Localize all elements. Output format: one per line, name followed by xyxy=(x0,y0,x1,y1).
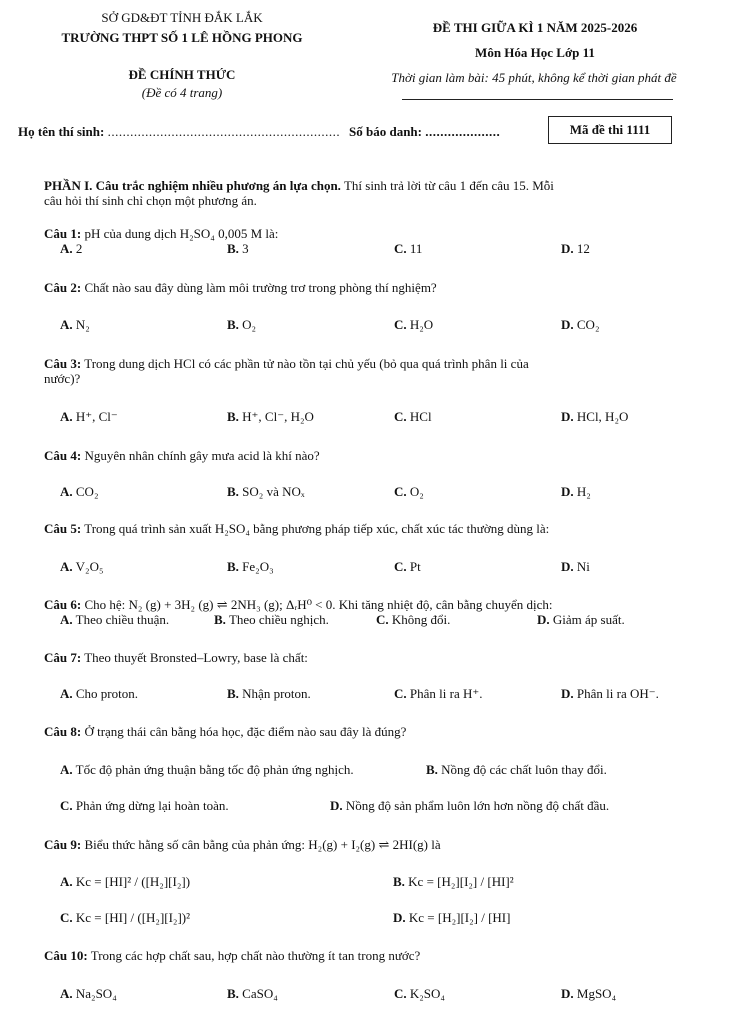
option-letter: C. xyxy=(394,686,407,701)
option-a[interactable] xyxy=(60,612,169,628)
option-letter: A. xyxy=(60,241,73,256)
option-text: 11 xyxy=(409,241,423,256)
part-intro-a: Thí sinh trả lời từ câu 1 đến câu 15. Mỗi xyxy=(343,178,554,193)
page-count: (Đề có 4 trang) xyxy=(141,85,223,100)
option-text: Nồng độ các chất luôn thay đổi. xyxy=(441,762,607,777)
option-text: N₂ xyxy=(75,317,90,332)
option-text: H₂ xyxy=(576,484,591,499)
option-letter: A. xyxy=(60,409,73,424)
option-text: Cho proton. xyxy=(75,686,139,701)
option-text: Không đổi. xyxy=(391,612,451,627)
option-letter: A. xyxy=(60,762,73,777)
option-c[interactable] xyxy=(60,798,229,814)
option-d[interactable] xyxy=(561,409,628,425)
option-letter: B. xyxy=(214,612,226,627)
option-text: Theo chiều thuận. xyxy=(75,612,170,627)
option-d[interactable] xyxy=(537,612,625,628)
option-c[interactable] xyxy=(394,686,482,702)
option-d[interactable] xyxy=(561,559,590,575)
option-d[interactable] xyxy=(561,986,616,1002)
option-letter: A. xyxy=(60,559,73,574)
option-letter: C. xyxy=(60,798,73,813)
question-label: Câu 1: xyxy=(44,226,82,241)
option-d[interactable] xyxy=(561,686,659,702)
option-b[interactable] xyxy=(227,986,278,1002)
option-letter: C. xyxy=(394,986,407,1001)
option-letter: C. xyxy=(394,559,407,574)
option-text: CO₂ xyxy=(576,317,600,332)
option-text: K₂SO₄ xyxy=(409,986,445,1001)
option-text: V₂O₅ xyxy=(75,559,104,574)
official-label: ĐỀ CHÍNH THỨC xyxy=(128,67,236,82)
option-text: Pt xyxy=(409,559,421,574)
option-text: Nồng độ sản phẩm luôn lớn hơn nồng độ chất đầu. xyxy=(345,798,610,813)
question-4 xyxy=(44,448,684,463)
question-text-2: nước)? xyxy=(44,371,81,386)
question-text: Chất nào sau đây dùng làm môi trường trơ trong phòng thí nghiệm? xyxy=(84,280,437,295)
option-c[interactable] xyxy=(394,986,445,1002)
question-label: Câu 7: xyxy=(44,650,82,665)
option-letter: C. xyxy=(394,409,407,424)
option-text: Na₂SO₄ xyxy=(75,986,117,1001)
option-c[interactable] xyxy=(376,612,450,628)
option-c[interactable] xyxy=(394,409,432,425)
student-name-dots: .............................................................. xyxy=(107,124,341,139)
school-name: TRƯỜNG THPT SỐ 1 LÊ HỒNG PHONG xyxy=(61,30,303,45)
student-name-line xyxy=(18,124,340,140)
question-3 xyxy=(44,356,684,386)
option-d[interactable] xyxy=(330,798,609,814)
option-letter: A. xyxy=(60,612,73,627)
option-letter: A. xyxy=(60,874,73,889)
question-text: Trong các hợp chất sau, hợp chất nào thường ít tan trong nước? xyxy=(90,948,421,963)
option-text: CO₂ xyxy=(75,484,99,499)
option-letter: B. xyxy=(227,484,239,499)
option-text: CaSO₄ xyxy=(242,986,278,1001)
option-b[interactable] xyxy=(227,686,311,702)
part-intro xyxy=(44,178,684,208)
option-letter: D. xyxy=(537,612,550,627)
option-b[interactable] xyxy=(426,762,607,778)
question-label: Câu 6: xyxy=(44,597,82,612)
student-id-line xyxy=(349,124,500,140)
option-letter: C. xyxy=(394,484,407,499)
question-text: Ở trạng thái cân bằng hóa học, đặc điểm nào sau đây là đúng? xyxy=(84,724,407,739)
question-text: Biểu thức hằng số cân bằng của phản ứng: H₂(g) + I₂(g) ⇌ 2HI(g) là xyxy=(84,837,441,852)
subject-title: Môn Hóa Học Lớp 11 xyxy=(475,45,595,60)
student-id-dots: .................... xyxy=(425,124,501,139)
option-letter: B. xyxy=(426,762,438,777)
option-text: O₂ xyxy=(409,484,424,499)
option-text: 3 xyxy=(242,241,249,256)
option-c[interactable] xyxy=(394,559,421,575)
option-a[interactable] xyxy=(60,409,118,425)
option-a[interactable] xyxy=(60,484,98,500)
option-a[interactable] xyxy=(60,986,117,1002)
option-text: SO₂ và NOₓ xyxy=(242,484,305,499)
option-text: Kc = [H₂][I₂] / [HI]² xyxy=(408,874,514,889)
option-b[interactable] xyxy=(227,409,314,425)
option-letter: C. xyxy=(60,910,73,925)
question-text: Trong quá trình sản xuất H₂SO₄ bằng phương pháp tiếp xúc, chất xúc tác thường dùng là: xyxy=(84,521,550,536)
option-letter: A. xyxy=(60,686,73,701)
option-c[interactable] xyxy=(394,241,422,257)
option-letter: B. xyxy=(227,409,239,424)
question-text: Trong dung dịch HCl có các phần tử nào tồn tại chủ yếu (bỏ qua quá trình phân li của xyxy=(84,356,529,371)
question-2 xyxy=(44,280,684,295)
option-b[interactable] xyxy=(227,317,256,333)
option-b[interactable] xyxy=(227,484,305,500)
option-a[interactable] xyxy=(60,686,138,702)
option-letter: D. xyxy=(561,317,574,332)
question-label: Câu 2: xyxy=(44,280,82,295)
option-c[interactable] xyxy=(60,910,190,926)
question-9 xyxy=(44,837,684,852)
exam-title: ĐỀ THI GIỮA KÌ 1 NĂM 2025-2026 xyxy=(432,20,638,35)
question-text: Nguyên nhân chính gây mưa acid là khí nào? xyxy=(84,448,320,463)
option-text: MgSO₄ xyxy=(576,986,617,1001)
option-text: 2 xyxy=(75,241,83,256)
option-a[interactable] xyxy=(60,559,104,575)
option-a[interactable] xyxy=(60,241,82,257)
option-letter: A. xyxy=(60,986,73,1001)
option-text: Fe₂O₃ xyxy=(242,559,274,574)
option-text: Phân li ra OH⁻. xyxy=(576,686,659,701)
option-text: Giảm áp suất. xyxy=(552,612,625,627)
option-d[interactable] xyxy=(561,241,590,257)
option-c[interactable] xyxy=(394,484,424,500)
option-letter: D. xyxy=(561,686,574,701)
option-letter: B. xyxy=(227,241,239,256)
option-d[interactable] xyxy=(393,910,510,926)
option-letter: B. xyxy=(393,874,405,889)
option-letter: D. xyxy=(561,241,574,256)
option-b[interactable] xyxy=(227,241,249,257)
option-letter: D. xyxy=(561,986,574,1001)
option-d[interactable] xyxy=(561,317,599,333)
question-label: Câu 10: xyxy=(44,948,88,963)
question-text: Theo thuyết Bronsted–Lowry, base là chất: xyxy=(84,650,308,665)
option-letter: D. xyxy=(561,409,574,424)
question-1 xyxy=(44,226,684,241)
option-text: Kc = [HI] / ([H₂][I₂])² xyxy=(75,910,191,925)
student-id-label: Số báo danh: xyxy=(349,124,422,139)
option-letter: B. xyxy=(227,317,239,332)
question-label: Câu 5: xyxy=(44,521,82,536)
option-text: Kc = [H₂][I₂] / [HI] xyxy=(408,910,511,925)
option-text: O₂ xyxy=(242,317,257,332)
option-d[interactable] xyxy=(561,484,591,500)
option-letter: C. xyxy=(394,241,407,256)
question-8 xyxy=(44,724,684,739)
option-letter: A. xyxy=(60,484,73,499)
question-text: pH của dung dịch H₂SO₄ 0,005 M là: xyxy=(84,226,279,241)
question-text: Cho hệ: N₂ (g) + 3H₂ (g) ⇌ 2NH₃ (g); ΔᵣH⁰ < 0. Khi tăng nhiệt độ, cân bằng chuyển dịch: xyxy=(84,597,553,612)
part-intro-b: câu hỏi thí sinh chỉ chọn một phương án. xyxy=(44,193,257,208)
question-5 xyxy=(44,521,684,536)
option-text: 12 xyxy=(576,241,590,256)
option-text: H⁺, Cl⁻ xyxy=(75,409,118,424)
question-6 xyxy=(44,597,684,612)
option-text: HCl xyxy=(409,409,432,424)
student-name-label: Họ tên thí sinh: xyxy=(18,124,105,139)
question-label: Câu 9: xyxy=(44,837,82,852)
option-letter: C. xyxy=(376,612,389,627)
option-text: Kc = [HI]² / ([H₂][I₂]) xyxy=(75,874,191,889)
option-text: Phản ứng dừng lại hoàn toàn. xyxy=(75,798,229,813)
header-rule xyxy=(402,99,673,100)
option-text: H₂O xyxy=(409,317,434,332)
option-letter: D. xyxy=(393,910,406,925)
option-c[interactable] xyxy=(394,317,433,333)
option-text: Nhận proton. xyxy=(242,686,311,701)
part-title: PHẦN I. Câu trắc nghiệm nhiều phương án lựa chọn. xyxy=(44,178,341,193)
option-letter: D. xyxy=(561,559,574,574)
option-letter: B. xyxy=(227,686,239,701)
question-label: Câu 4: xyxy=(44,448,82,463)
exam-code-box: Mã đề thi 1111 xyxy=(548,116,672,144)
question-label: Câu 3: xyxy=(44,356,82,371)
option-text: HCl, H₂O xyxy=(576,409,629,424)
option-a[interactable] xyxy=(60,874,190,890)
option-letter: D. xyxy=(561,484,574,499)
option-letter: D. xyxy=(330,798,343,813)
question-label: Câu 8: xyxy=(44,724,82,739)
department-name: SỞ GD&ĐT TỈNH ĐẮK LẮK xyxy=(101,10,263,25)
option-text: H⁺, Cl⁻, H₂O xyxy=(242,409,314,424)
option-a[interactable] xyxy=(60,762,354,778)
option-letter: C. xyxy=(394,317,407,332)
option-b[interactable] xyxy=(393,874,514,890)
option-b[interactable] xyxy=(227,559,274,575)
option-text: Tốc độ phản ứng thuận bằng tốc độ phản ứng nghịch. xyxy=(75,762,354,777)
option-text: Phân li ra H⁺. xyxy=(409,686,483,701)
time-note: Thời gian làm bài: 45 phút, không kể thời gian phát đề xyxy=(391,70,677,85)
option-a[interactable] xyxy=(60,317,90,333)
option-letter: A. xyxy=(60,317,73,332)
option-letter: B. xyxy=(227,559,239,574)
question-7 xyxy=(44,650,684,665)
option-letter: B. xyxy=(227,986,239,1001)
option-text: Ni xyxy=(576,559,590,574)
option-text: Theo chiều nghịch. xyxy=(228,612,329,627)
question-10 xyxy=(44,948,684,963)
option-b[interactable] xyxy=(214,612,329,628)
